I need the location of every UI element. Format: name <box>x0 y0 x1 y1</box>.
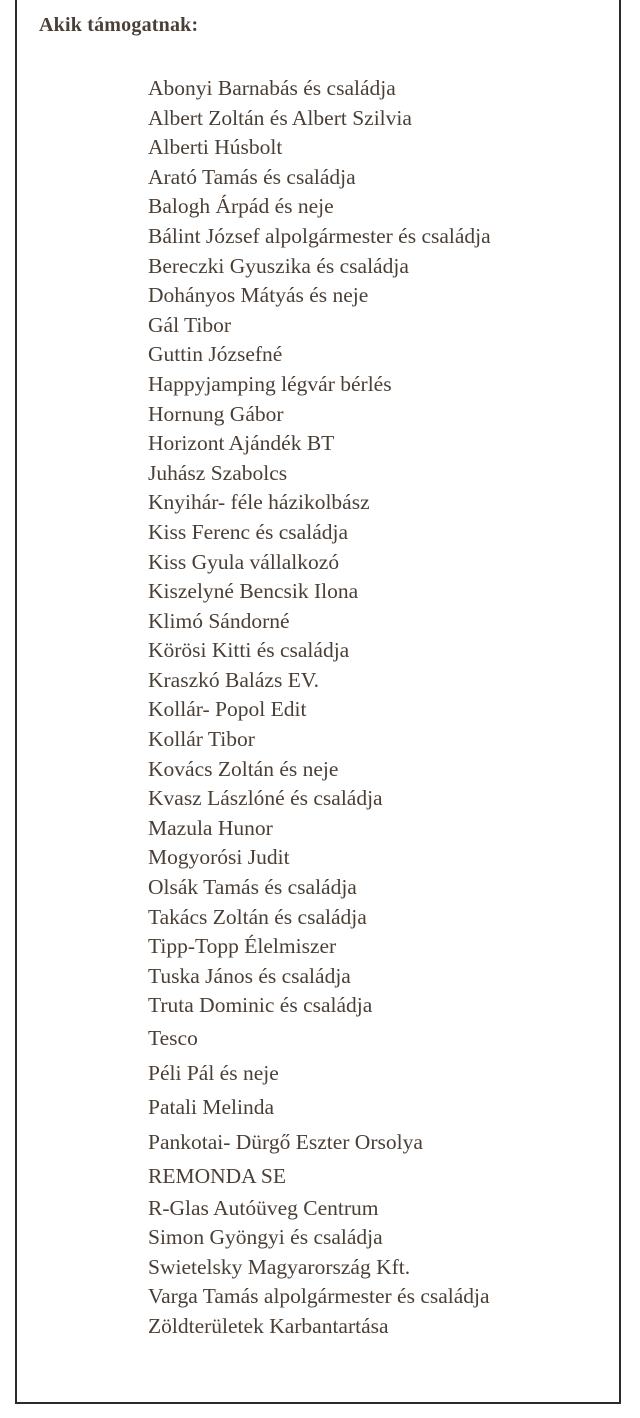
sponsor-item: Zöldterületek Karbantartása <box>148 1313 389 1338</box>
sponsor-item: Bereczki Gyuszika és családja <box>148 253 409 278</box>
sponsor-item: Gál Tibor <box>148 312 232 337</box>
sponsor-item: Takács Zoltán és családja <box>148 904 367 929</box>
sponsor-item: Bálint József alpolgármester és családja <box>148 223 491 248</box>
sponsor-item: Tipp-Topp Élelmiszer <box>148 934 337 959</box>
sponsor-item: Alberti Húsbolt <box>148 135 283 160</box>
sponsor-item: Patali Melinda <box>148 1095 274 1119</box>
section-heading: Akik támogatnak: <box>39 14 199 36</box>
sponsor-item: Kovács Zoltán és neje <box>148 756 339 781</box>
sponsor-item: Tuska János és családja <box>148 963 351 988</box>
sponsor-item: Körösi Kitti és családja <box>148 638 350 663</box>
sponsor-item: Kiss Gyula vállalkozó <box>148 549 340 574</box>
sponsor-item: Kraszkó Balázs EV. <box>148 667 319 692</box>
sponsor-item: Truta Dominic és családja <box>148 993 373 1018</box>
sponsor-item: Simon Gyöngyi és családja <box>148 1225 383 1250</box>
sponsor-item: Péli Pál és neje <box>148 1060 279 1085</box>
sponsor-item: Tesco <box>148 1026 198 1050</box>
sponsor-item: Knyihár- féle házikolbász <box>148 490 370 515</box>
sponsor-item: Arató Tamás és családja <box>148 164 356 189</box>
sponsor-item: R-Glas Autóüveg Centrum <box>148 1195 379 1220</box>
sponsor-item: Mazula Hunor <box>148 815 273 840</box>
sponsor-item: Juhász Szabolcs <box>148 460 288 485</box>
sponsor-item: Olsák Tamás és családja <box>148 875 357 900</box>
sponsor-item: Kollár- Popol Edit <box>148 697 307 722</box>
sponsor-item: Happyjamping légvár bérlés <box>148 371 392 396</box>
sponsor-item: REMONDA SE <box>148 1164 286 1188</box>
sponsor-item: Albert Zoltán és Albert Szilvia <box>148 105 412 130</box>
sponsor-item: Kiss Ferenc és családja <box>148 519 348 544</box>
sponsor-item: Hornung Gábor <box>148 401 284 426</box>
sponsor-item: Pankotai- Dürgő Eszter Orsolya <box>148 1129 423 1154</box>
sponsor-item: Kollár Tibor <box>148 727 255 752</box>
sponsor-item: Varga Tamás alpolgármester és családja <box>148 1284 490 1309</box>
sponsor-item: Dohányos Mátyás és neje <box>148 283 369 308</box>
sponsor-item: Abonyi Barnabás és családja <box>148 76 396 100</box>
sponsor-item: Swietelsky Magyarország Kft. <box>148 1254 411 1279</box>
sponsor-item: Guttin Józsefné <box>148 342 283 367</box>
sponsor-item: Horizont Ajándék BT <box>148 431 335 456</box>
sponsor-list <box>148 74 491 1341</box>
sponsor-item: Kiszelyné Bencsik Ilona <box>148 579 359 604</box>
sponsor-item: Balogh Árpád és neje <box>148 194 334 219</box>
sponsor-item: Klimó Sándorné <box>148 608 290 633</box>
sponsor-item: Mogyorósi Judit <box>148 845 290 870</box>
sponsor-item: Kvasz Lászlóné és családja <box>148 786 383 811</box>
